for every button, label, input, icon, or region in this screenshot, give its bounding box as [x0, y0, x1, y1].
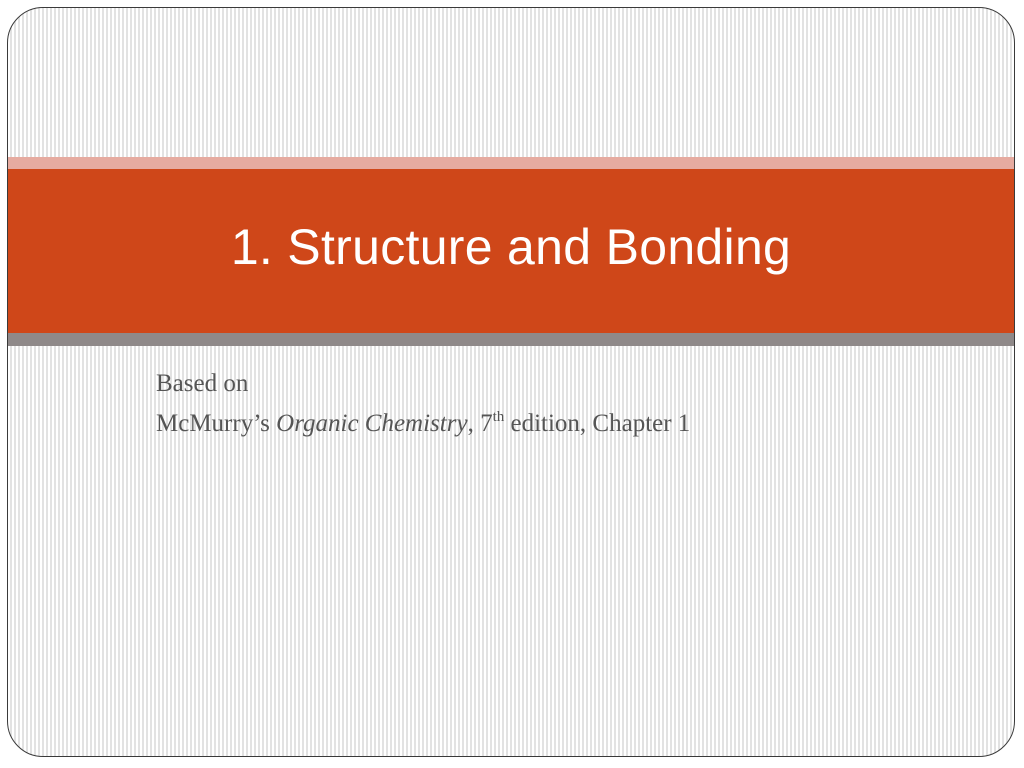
accent-stripe: [8, 157, 1014, 169]
subtitle-edition-rest: edition, Chapter 1: [504, 410, 691, 437]
subtitle-book-title: Organic Chemistry: [276, 410, 468, 437]
subtitle-author: McMurry’s: [156, 410, 277, 437]
subtitle-edition-number: 7: [480, 410, 493, 437]
subtitle-line-1: Based on: [156, 370, 249, 397]
slide-title: 1. Structure and Bonding: [230, 219, 792, 275]
subtitle-edition-suffix: th: [492, 409, 505, 425]
slide: [7, 7, 1015, 757]
title-band: [8, 169, 1014, 333]
subtitle-line-2: [156, 404, 690, 444]
divider-stripe: [8, 333, 1014, 346]
subtitle-comma: ,: [467, 410, 481, 437]
subtitle: [156, 364, 690, 444]
